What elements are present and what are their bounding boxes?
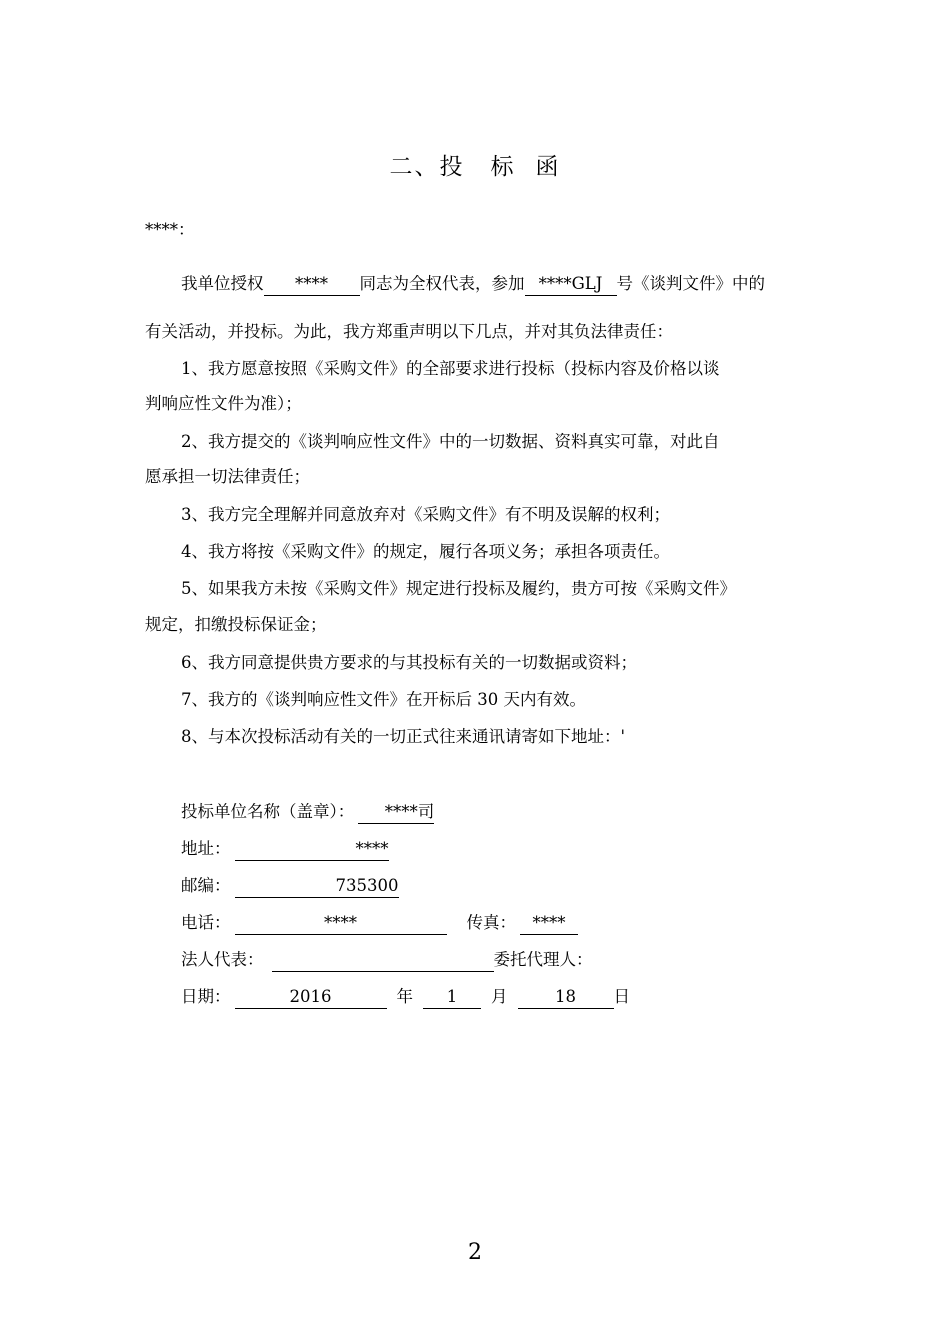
page-title xyxy=(0,148,950,181)
fax-field: **** xyxy=(520,913,578,935)
address-label: 地址： xyxy=(181,839,231,858)
phone-fax-row xyxy=(181,911,578,935)
postcode-field: 735300 xyxy=(235,876,399,898)
representative-row xyxy=(181,948,593,972)
authorized-person-field: **** xyxy=(264,274,360,296)
item-1-line-1: 1、我方愿意按照《采购文件》的全部要求进行投标（投标内容及价格以谈 xyxy=(181,359,720,378)
day-label: 日 xyxy=(613,987,630,1006)
legal-rep-label: 法人代表： xyxy=(181,950,264,969)
item-8: 8、与本次投标活动有关的一切正式往来通讯请寄如下地址：' xyxy=(181,727,626,746)
company-field: ****司 xyxy=(358,802,434,824)
title-part-3: 函 xyxy=(535,154,561,180)
year-field: 2016 xyxy=(235,987,387,1009)
postcode-label: 邮编： xyxy=(181,876,231,895)
company-label: 投标单位名称（盖章）： xyxy=(181,802,355,821)
title-part-1: 二、投 xyxy=(389,154,465,180)
item-6: 6、我方同意提供贵方要求的与其投标有关的一切数据或资料； xyxy=(181,653,637,672)
intro-prefix: 我单位授权 xyxy=(181,274,264,293)
phone-field: **** xyxy=(235,913,447,935)
company-row xyxy=(181,800,434,824)
item-2-line-2: 愿承担一切法律责任； xyxy=(145,467,310,486)
intro-line-2: 有关活动，并投标。为此，我方郑重声明以下几点，并对其负法律责任： xyxy=(145,322,673,341)
item-5-line-1: 5、如果我方未按《采购文件》规定进行投标及履约，贵方可按《采购文件》 xyxy=(181,579,736,598)
legal-rep-field xyxy=(272,950,494,972)
intro-suffix: 号《谈判文件》中的 xyxy=(616,274,765,293)
year-label: 年 xyxy=(396,987,413,1006)
month-label: 月 xyxy=(491,987,508,1006)
addressee: ****： xyxy=(145,220,195,239)
title-part-2: 标 xyxy=(490,154,516,180)
page-number: 2 xyxy=(468,1240,482,1265)
intro-line-1 xyxy=(181,272,765,296)
document-number-field: ****GLJ xyxy=(525,274,617,296)
day-field: 18 xyxy=(518,987,614,1009)
item-2-line-1: 2、我方提交的《谈判响应性文件》中的一切数据、资料真实可靠，对此自 xyxy=(181,432,720,451)
fax-label: 传真： xyxy=(466,913,516,932)
date-row xyxy=(181,985,630,1009)
item-3: 3、我方完全理解并同意放弃对《采购文件》有不明及误解的权利； xyxy=(181,505,670,524)
month-field: 1 xyxy=(423,987,481,1009)
address-field: **** xyxy=(235,839,389,861)
item-5-line-2: 规定，扣缴投标保证金； xyxy=(145,615,327,634)
agent-label: 委托代理人： xyxy=(493,950,593,969)
phone-label: 电话： xyxy=(181,913,231,932)
date-label: 日期： xyxy=(181,987,231,1006)
address-row xyxy=(181,837,389,861)
item-4: 4、我方将按《采购文件》的规定，履行各项义务；承担各项责任。 xyxy=(181,542,670,561)
item-1-line-2: 判响应性文件为准）； xyxy=(145,394,302,413)
item-7: 7、我方的《谈判响应性文件》在开标后 30 天内有效。 xyxy=(181,690,586,709)
postcode-row xyxy=(181,874,399,898)
intro-middle: 同志为全权代表，参加 xyxy=(359,274,525,293)
